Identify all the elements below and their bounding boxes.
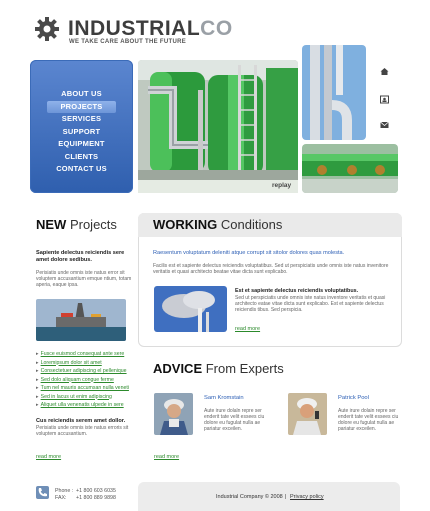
expert-name[interactable]: Patrick Pool [338,395,369,401]
project-link[interactable]: ▸ Sed in lacus ut enim adipiscing [36,393,136,402]
phone-icon [36,486,49,499]
new-projects-body2: Perisiatis unde omnis iste natus erroris sit voluptem accusantium. [36,425,129,437]
replay-button[interactable]: replay [272,182,292,189]
contact-card-icon[interactable] [380,95,389,104]
project-links-list [36,350,136,410]
working-body: Facilis est et sapiente delectus reiciendis voluptatibus. Sed ut perspiciatis unde omnis iste natus invenitore veritatis et quasi architecto beatae vitae dicta sunt explicabo. [153,263,389,275]
fax-label: FAX: [55,495,67,501]
main-nav [30,60,133,193]
brand-part2: CO [200,17,233,40]
working-body2: Sed ut perspiciatis unde omnis iste natus inventore veritatis et quasi architecto eatae vitae dicta sunt explicabo. Est et sapiente delectus reiciendis tibus. Sed perspicia. [235,295,386,313]
fax-number: +1 800 889 9898 [76,495,116,501]
nav-item-about-us[interactable]: ABOUT US [61,89,102,98]
pipes-image [302,45,366,140]
working-title-rest: Conditions [217,217,283,232]
phone-number: +1 800 603 6035 [76,488,116,494]
nav-item-equipment[interactable]: EQUIPMENT [58,139,105,148]
expert-name[interactable]: Sam Kromstain [204,395,244,401]
working-conditions-title [153,217,282,232]
project-link[interactable]: ▸ Aliquet ulla venenatis ulpede in sere [36,401,136,410]
expert-photo [154,393,193,435]
working-subtitle: Est et sapiente delectus reiciendis voluptatibus. [235,288,359,294]
project-link[interactable]: ▸ Consectetuer adipiscing el pellenique [36,367,136,376]
advice-title-bold: ADVICE [153,361,203,376]
contact-numbers [76,488,116,502]
project-link[interactable]: ▸ Sed dolo aliquam congue ferme [36,376,136,385]
expert-body: Aute irure dolaln repre ser enderit tate velit essees ciu dolore eu fugulat nulla ae pariatur exceilen. [204,408,265,432]
nav-item-services[interactable]: SERVICES [61,114,102,123]
new-projects-title-rest: Projects [66,217,117,232]
new-projects-title [36,217,117,232]
nav-item-support[interactable]: SUPPORT [62,126,101,136]
nav-item-projects[interactable]: PROJECTS [47,101,116,114]
project-link[interactable]: ▸ Tum nel mauris accumsan nulla veneti [36,384,136,393]
working-lead: Raesentum voluptatum deleniti atque corrupt sit sitolor dolores quas molesta. [153,250,345,256]
mail-icon[interactable] [380,120,389,129]
home-icon[interactable] [380,67,389,76]
expert-photo [288,393,327,435]
project-link[interactable]: ▸ Fusce euismod consequat ante sere [36,350,136,359]
project-link[interactable]: ▸ Loremipsum dolor sit amet [36,359,136,368]
new-projects-read-more[interactable]: read more [36,454,62,460]
brand-logo[interactable] [68,18,233,40]
privacy-policy-link[interactable]: Privacy policy [290,494,324,500]
expert-body: Aute irure dolain repre ser enderit tate velit essees ciu dolore eu fugulat nulla ae pariatur exceilen. [338,408,399,432]
new-projects-body: Perisiatis unde omnis iste natus error sit voluptem accusantium emque ntium, totam aperia, eaque ipsa. [36,270,132,288]
hero-image [138,60,298,193]
smoke-stack-image [154,286,227,332]
phone-label: Phone : [55,488,74,494]
footer-separator: | [285,494,287,500]
gear-logo-icon [35,17,59,41]
copyright: Industrial Company © 2008 [216,494,283,500]
working-read-more[interactable]: read more [235,326,261,332]
new-projects-title-bold: NEW [36,217,67,232]
valves-image [302,144,398,193]
working-title-bold: WORKING [153,217,218,232]
new-projects-subtitle2: Cus reiciendis serem amet dollor. [36,418,126,424]
new-projects-subtitle: Sapiente delectus reiciendis sere amet dolore sedibus. [36,250,125,263]
advice-title-rest: From Experts [202,361,284,376]
brand-part1: INDUSTRIAL [68,17,201,40]
tagline: WE TAKE CARE ABOUT THE FUTURE [69,39,187,45]
oil-rig-image [36,299,126,341]
nav-item-clients[interactable]: CLIENTS [64,151,99,161]
advice-title [153,361,284,376]
nav-item-contact-us[interactable]: CONTACT US [56,164,107,173]
advice-read-more[interactable]: read more [154,454,180,460]
contact-labels [55,488,73,502]
